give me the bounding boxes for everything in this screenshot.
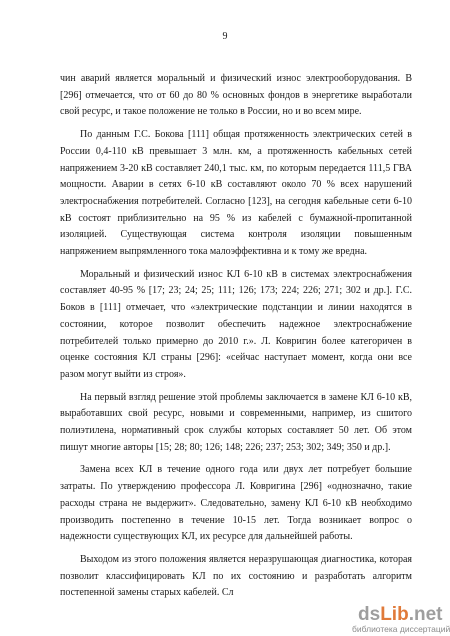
paragraph: По данным Г.С. Бокова [111] общая протяженность электрических сетей в России 0,4-110 кВ превышает 3 млн. км, а протяженность кабельных сетей напряжением 3-20 кВ составляет 240,1 тыс. км, по которым передается 111,5 ГВА мощности. Аварии в сетях 6-10 кВ составляют около 70 % всех нарушений электроснабжения потребителей. Согласно [123], на сегодня кабельные сети 6-10 кВ состоят приблизительно на 95 % из кабелей с бумажной-пропитанной изоляцией. Существующая система контроля изоляции повышенным напряжением выпрямленного тока малоэффективна и к тому же вредна. (60, 129, 412, 258)
dslib-logo: dsLib.net (358, 604, 443, 625)
paragraph: Замена всех КЛ в течение одного года или двух лет потребует большие затраты. По утверждению профессора Л. Ковригина [296] «однозначно, такие расходы страна не выдержит». Следовательно, замену КЛ 6-10 кВ необходимо производить постепенно в течение 10-15 лет. Тогда возникает вопрос о надежности существующих КЛ, их ресурсе для дальнейшей работы. (60, 464, 412, 543)
paragraph: Выходом из этого положения является неразрушающая диагностика, которая позволит классифицировать КЛ по их состоянию и разработать алгоритм постепенной замены старых кабелей. Сл (60, 553, 412, 599)
paragraph: На первый взгляд решение этой проблемы заключается в замене КЛ 6-10 кВ, выработавших свой ресурс, новыми и современными, например, из сшитого полиэтилена, нормативный срок службы которых составляет 50 лет. Об этом пишут многие авторы [15; 28; 80; 126; 148; 226; 237; 253; 302; 349; 350 и др.]. (60, 391, 412, 453)
paragraph: чин аварий является моральный и физический износ электрооборудования. В [296] отмечается, что от 60 до 80 % основных фондов в энергетике выработали свой ресурс, и такое положение не только в России, но и во всем мире. (60, 73, 412, 118)
paragraph: Моральный и физический износ КЛ 6-10 кВ в системах электроснабжения составляет 40-95 % [17; 23; 24; 25; 111; 126; 173; 224; 226; 271; 302 и др.]. Г.С. Боков в [111] отмечает, что «электрические подстанции и линии находятся в состоянии, которое позволит обеспечить надежное электроснабжение потребителей только примерно до 2010 г.». Л. Ковригин более категоричен в оценке состояния КЛ страны [296]: «сейчас наступает момент, когда они все разом могут выйти из строя». (60, 268, 412, 380)
body-text (60, 71, 412, 608)
page-number: 9 (222, 31, 228, 42)
dslib-caption: библиотека диссертаций (352, 624, 450, 634)
dslib-watermark[interactable] (352, 603, 450, 636)
